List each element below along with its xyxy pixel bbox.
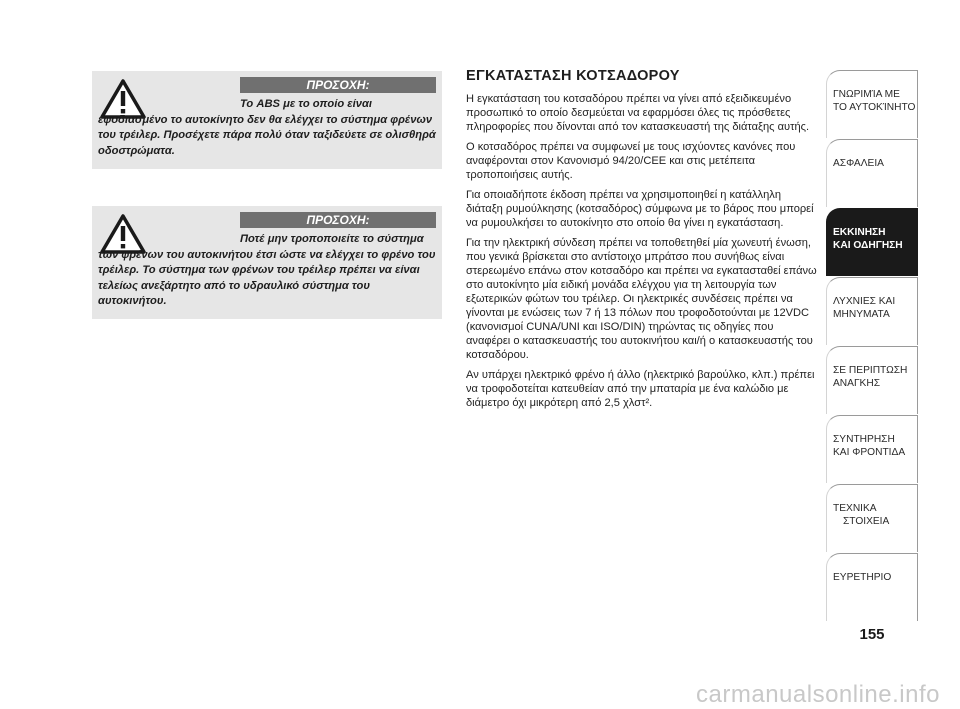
sidebar-item-index[interactable] <box>826 553 918 621</box>
sidebar-item-label: ΛΥΧΝΙΕΣ ΚΑΙ <box>833 296 896 307</box>
sidebar-item-label: ΣΤΟΙΧΕΙΑ <box>843 515 890 527</box>
sidebar-item-label: ΑΝΑΓΚΗΣ <box>833 377 881 389</box>
sidebar-item-lights-messages[interactable] <box>826 277 918 345</box>
warning-box-abs <box>92 71 442 169</box>
section-title: ΕΓΚΑΤΑΣΤΑΣΗ ΚΟΤΣΑΔΟΡΟΥ <box>466 68 680 84</box>
sidebar-item-label: ΣΕ ΠΕΡΙΠΤΩΣΗ <box>833 365 908 376</box>
sidebar-item-label: ΤΟ ΑΥΤΟΚΊΝΗΤΟ <box>833 101 916 113</box>
sidebar-item-label: ΤΕΧΝΙΚΑ <box>833 503 877 514</box>
sidebar-item-label: ΣΥΝΤΗΡΗΣΗ <box>833 434 895 445</box>
sidebar-item-label: ΚΑΙ ΦΡΟΝΤΙΔΑ <box>833 446 906 458</box>
main-content <box>466 68 818 416</box>
chapter-sidebar <box>826 70 918 622</box>
sidebar-item-technical-data[interactable] <box>826 484 918 552</box>
sidebar-item-label: ΓΝΩΡΙΜΊΑ ΜΕ <box>833 89 900 100</box>
sidebar-item-safety[interactable] <box>826 139 918 207</box>
paragraph: Για την ηλεκτρική σύνδεση πρέπει να τοποθετηθεί μία χωνευτή ένωση, που γενικά βρίσκεται στο αντίστοιχο μπράτσο που συνήθως είναι στερεωμένο επάνω στον κοτσαδόρο και πρέπει να εγκατασταθεί επάνω στο αυτοκίνητο μία ειδική μονάδα ελέγχου για τη λειτουργία των εξωτερικών φώτων του τρέιλερ. Οι ηλεκτρικές συνδέσεις πρέπει να γίνονται με ενώσεις των 7 ή 13 πόλων που τροφοδοτούνται με 12VDC (κανονισμοί CUNA/UNI και ISO/DIN) τηρώντας τις οδηγίες που αναφέρει ο κατασκευαστής του αυτοκινήτου και/ή ο κατασκευαστής του κοτσαδόρου. <box>466 237 817 361</box>
paragraph: Η εγκατάσταση του κοτσαδόρου πρέπει να γίνει από εξειδικευμένο προσωπικό το οποίο δεσμεύεται να εφαρμόσει όλες τις πρόσθετες πληροφορίες που δίνονται από τον κατασκευαστή της διάταξης αυτής. <box>466 93 810 133</box>
sidebar-item-starting-driving[interactable] <box>826 208 918 276</box>
sidebar-item-maintenance[interactable] <box>826 415 918 483</box>
watermark: carmanualsonline.info <box>696 681 940 708</box>
sidebar-item-label: ΑΣΦΑΛΕΙΑ <box>833 158 884 169</box>
sidebar-item-label: ΜΗΝΥΜΑΤΑ <box>833 308 890 320</box>
warning-heading: ΠΡΟΣΟΧΗ: <box>240 77 436 93</box>
paragraph: Για οποιαδήποτε έκδοση πρέπει να χρησιμοποιηθεί η κατάλληλη διάταξη ρυμούλκησης (κοτσαδόρος) σύμφωνα με το βάρος που μπορεί να ρυμουλκήσει το αυτοκίνητο στο οποίο θα γίνει η εγκατάσταση. <box>466 189 814 229</box>
sidebar-item-emergency[interactable] <box>826 346 918 414</box>
sidebar-item-label: ΕΚΚΙΝΗΣΗ <box>833 227 886 238</box>
warning-text: Ποτέ μην τροποποιείτε το σύστημα των φρένων του αυτοκινήτου έτσι ώστε να ελέγχει το φρένο του τρέιλερ. Το σύστημα των φρένων του τρέιλερ πρέπει να είναι τελείως ανεξάρτητο από το υδραυλικό σύστημα του αυτοκινήτου. <box>98 233 436 307</box>
sidebar-item-label: ΕΥΡΕΤΗΡΙΟ <box>833 572 892 583</box>
sidebar-item-getting-to-know[interactable] <box>826 70 918 138</box>
warning-text: Το ABS με το οποίο είναι εφοδιασμένο το αυτοκίνητο δεν θα ελέγχει το σύστημα φρένων του τρέιλερ. Προσέχετε πάρα πολύ όταν ταξιδεύετε σε ολισθηρά οδοστρώματα. <box>98 98 436 157</box>
paragraph: Ο κοτσαδόρος πρέπει να συμφωνεί με τους ισχύοντες κανόνες που αναφέρονται στον Κανονισμό 94/20/CEE και στις μετέπειτα τροποποιήσεις αυτής. <box>466 141 796 181</box>
paragraph: Αν υπάρχει ηλεκτρικό φρένο ή άλλο (ηλεκτρικό βαρούλκο, κλπ.) πρέπει να τροφοδοτείται κατευθείαν από την μπαταρία με ένα καλώδιο με διάμετρο όχι μικρότερη από 2,5 χλστ². <box>466 369 815 409</box>
warning-box-brakes <box>92 206 442 319</box>
sidebar-item-label: ΚΑΙ ΟΔΗΓΗΣΗ <box>833 239 903 251</box>
page-number: 155 <box>859 626 885 643</box>
warning-heading: ΠΡΟΣΟΧΗ: <box>240 212 436 228</box>
